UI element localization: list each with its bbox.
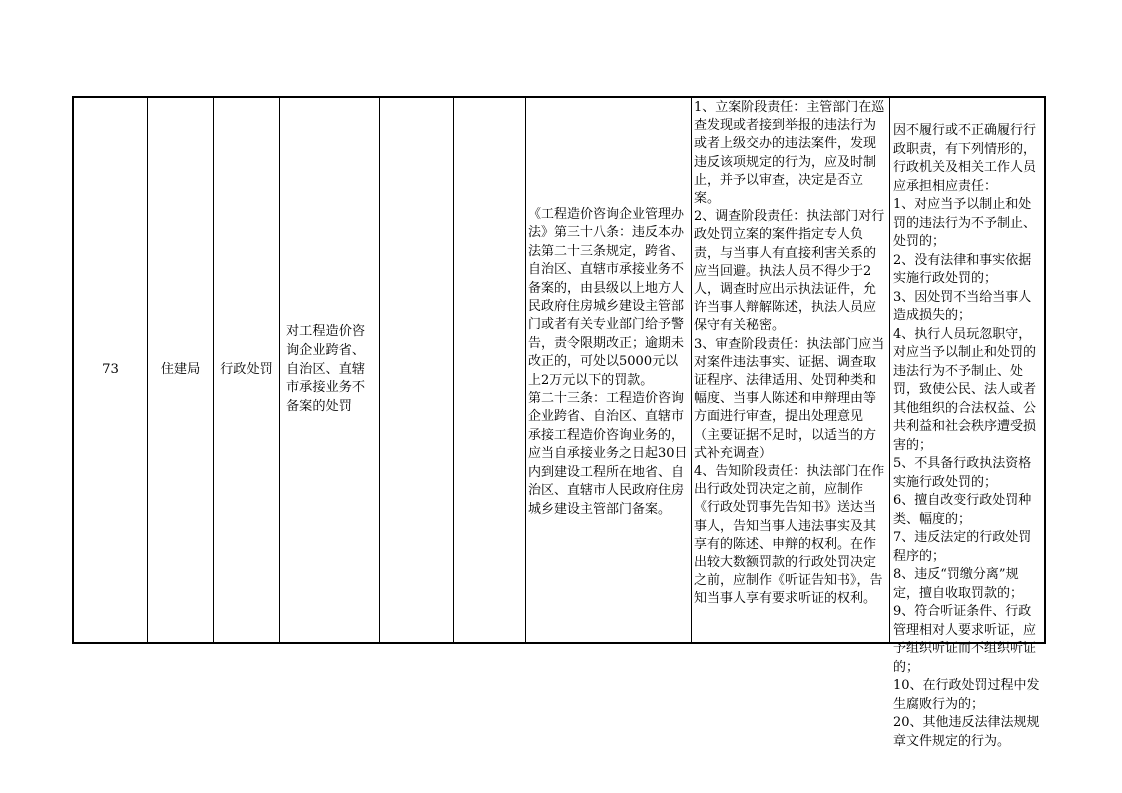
extra-cell [454,98,526,642]
responsibilities: 1、立案阶段责任：主管部门在巡查发现或者接到举报的违法行为或者上级交办的违法案件，发现违反该项规定的行为，应及时制止，并予以审查，决定是否立案。 2、调查阶段责任：执法部门对行政处罚立案的案件指定专人负责，与当事人有直接利害关系的应当回避。执法人员不得少于2人，调查时应出示执法证件，允许当事人辩解陈述，执法人员应保守有关秘密。 3、审查阶段责任：执法部门应当对案件违法事实、证据、调查取证程序、法律适用、处罚种类和幅度、当事人陈述和申辩理由等方面进行审查，提出处理意见（主要证据不足时，以适当的方式补充调查） 4、告知阶段责任：执法部门在作出行政处罚决定之前，应制作《行政处罚事先告知书》送达当事人，告知当事人违法事实及其享有的陈述、申辩的权利。在作出较大数额罚款的行政处罚决定之前，应制作《听证告知书》，告知当事人享有要求听证的权利。 [694,100,885,607]
item-name-cell [280,98,380,642]
power-type: 行政处罚 [220,361,273,377]
sub-item-cell [380,98,454,642]
row-number-cell [74,98,148,642]
accountability-cell [890,98,1046,749]
legal-basis-cell [526,98,692,642]
power-type-cell [214,98,280,642]
item-name: 对工程造价咨询企业跨省、自治区、直辖市承接业务不备案的处罚 [286,324,366,415]
department-cell [148,98,214,642]
item-table-row [72,96,1046,749]
responsibilities-cell [692,98,890,642]
legal-basis: 《工程造价咨询企业管理办法》第三十八条：违反本办法第二十三条规定，跨省、自治区、直辖市承接业务不备案的，由县级以上地方人民政府住房城乡建设主管部门或者有关专业部门给予警告，责令限期改正；逾期未改正的，可处以5000元以上2万元以下的罚款。 第二十三条：工程造价咨询企业跨省、自治区、直辖市承接工程造价咨询业务的，应当自承接业务之日起30日内到建设工程所在地省、自治区、直辖市人民政府住房城乡建设主管部门备案。 [528,207,688,517]
row-number: 73 [102,361,119,377]
department: 住建局 [160,361,201,377]
accountability: 因不履行或不正确履行行政职责，有下列情形的，行政机关及相关工作人员应承担相应责任： 1、对应当予以制止和处罚的违法行为不予制止、处罚的； 2、没有法律和事实依据实施行政处罚的； 3、因处罚不当给当事人造成损失的； 4、执行人员玩忽职守，对应当予以制止和处罚的违法行为不予制止、处罚，致使公民、法人或者其他组织的合法权益、公共利益和社会秩序遭受损害的； 5、不具备行政执法资格实施行政处罚的； 6、擅自改变行政处罚种类、幅度的； 7、违反法定的行政处罚程序的； 8、违反“罚缴分离”规定，擅自收取罚款的； 9、符合听证条件、行政管理相对人要求听证，应予组织听证而不组织听证的； 10、在行政处罚过程中发生腐败行为的； 20、其他违反法律法规规章文件规定的行为。 [893,123,1040,749]
